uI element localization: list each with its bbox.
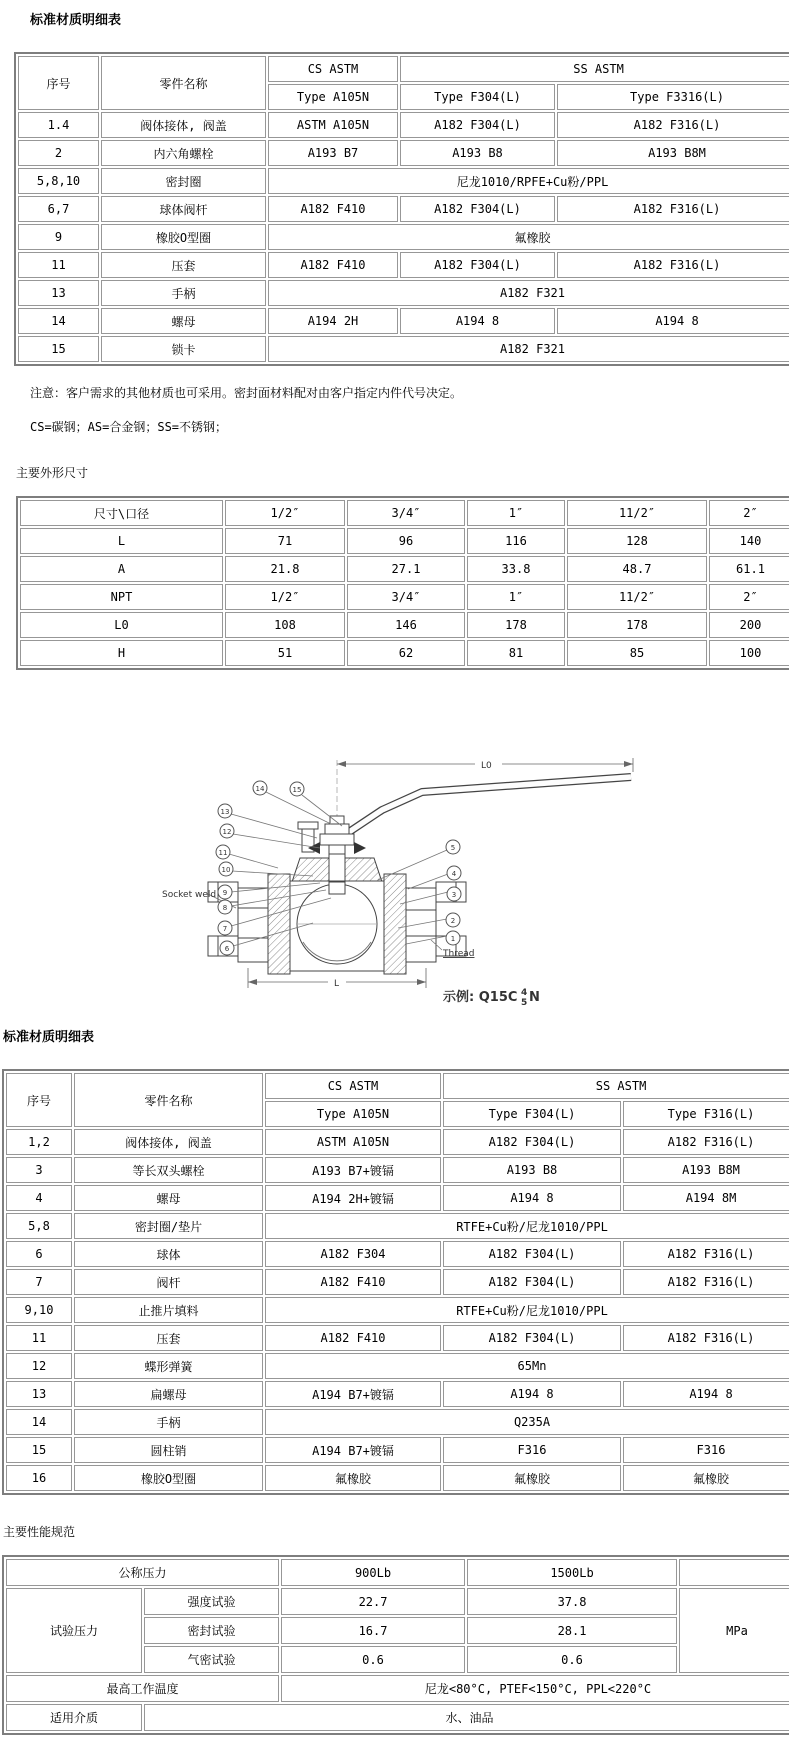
dimension-l0-label: L0	[481, 761, 492, 771]
table-row	[18, 196, 789, 222]
table-cell: 37.8	[467, 1588, 677, 1615]
table-cell: 蝶形弹簧	[74, 1353, 263, 1379]
table-cell: 146	[347, 612, 465, 638]
callout-6	[220, 941, 234, 955]
table-cell: Type A105N	[265, 1101, 441, 1127]
table-cell: A	[20, 556, 223, 582]
table-cell: Type F304(L)	[443, 1101, 621, 1127]
table-cell: 22.7	[281, 1588, 465, 1615]
valve-handle	[334, 777, 631, 842]
svg-text:10: 10	[221, 866, 231, 874]
table-cell: 27.1	[347, 556, 465, 582]
table-cell: Q235A	[265, 1409, 789, 1435]
svg-text:13: 13	[220, 808, 230, 816]
table-cell: H	[20, 640, 223, 666]
table-cell: A182 F316(L)	[557, 112, 789, 138]
table-cell: 压套	[101, 252, 266, 278]
table-cell: SS ASTM	[400, 56, 789, 82]
table-cell: A182 F304(L)	[443, 1241, 621, 1267]
table-cell: A194 8M	[623, 1185, 789, 1211]
table-cell: A194 8	[400, 308, 555, 334]
table-cell: A194 8	[623, 1381, 789, 1407]
table-cell: A194 B7+镀镉	[265, 1381, 441, 1407]
table-cell: 密封试验	[144, 1617, 279, 1644]
table-cell: 178	[567, 612, 707, 638]
table-cell: 球体	[74, 1241, 263, 1267]
table-cell: A193 B8M	[623, 1157, 789, 1183]
table-cell: 压套	[74, 1325, 263, 1351]
page-title: 标准材质明细表	[30, 13, 122, 28]
table-cell: 9,10	[6, 1297, 72, 1323]
table-cell: A193 B8M	[557, 140, 789, 166]
callout-3	[447, 887, 461, 901]
table-cell: MPa	[679, 1588, 789, 1673]
table-cell: A182 F316(L)	[623, 1241, 789, 1267]
table-cell: 零件名称	[74, 1073, 263, 1127]
table-cell: 螺母	[74, 1185, 263, 1211]
table-cell: 尼龙1010/RPFE+Cu粉/PPL	[268, 168, 789, 194]
table-cell: A182 F304(L)	[443, 1129, 621, 1155]
dimensions-title: 主要外形尺寸	[16, 466, 89, 480]
table-row	[6, 1129, 789, 1155]
table-row	[18, 56, 789, 82]
table-cell: 11	[18, 252, 99, 278]
callouts-right	[446, 840, 461, 945]
table-cell: 手柄	[101, 280, 266, 306]
table-cell: A182 F304(L)	[400, 252, 555, 278]
table-cell: 螺母	[101, 308, 266, 334]
table-cell: A193 B7	[268, 140, 398, 166]
socket-weld-label: Socket weld	[162, 890, 217, 900]
page-title-2: 标准材质明细表	[3, 1030, 95, 1045]
table-cell: F316	[623, 1437, 789, 1463]
svg-text:2: 2	[450, 917, 456, 925]
table-row	[6, 1588, 789, 1615]
callout-11	[216, 845, 230, 859]
table-cell: A182 F316(L)	[557, 196, 789, 222]
table-row	[20, 612, 789, 638]
table-cell: 1,2	[6, 1129, 72, 1155]
table-cell: 0.6	[281, 1646, 465, 1673]
table-cell: 61.1	[709, 556, 789, 582]
table-cell: A182 F316(L)	[623, 1129, 789, 1155]
table-cell: 11/2″	[567, 500, 707, 526]
material-table-1	[14, 52, 789, 366]
table-row	[6, 1269, 789, 1295]
right-body-flange	[384, 874, 406, 974]
table-cell: 橡胶O型圈	[101, 224, 266, 250]
table-cell: 51	[225, 640, 345, 666]
table-row	[6, 1381, 789, 1407]
table-cell	[679, 1559, 789, 1586]
table-cell: 65Mn	[265, 1353, 789, 1379]
table-cell: 11/2″	[567, 584, 707, 610]
svg-text:14: 14	[255, 785, 265, 793]
table-row	[6, 1157, 789, 1183]
table-cell: A182 F410	[265, 1325, 441, 1351]
svg-text:6: 6	[224, 945, 230, 953]
table-row	[20, 528, 789, 554]
table-cell: 48.7	[567, 556, 707, 582]
table-cell: 9	[18, 224, 99, 250]
table-row	[6, 1437, 789, 1463]
table-cell: 密封圈	[101, 168, 266, 194]
table-cell: 14	[6, 1409, 72, 1435]
table-cell: 序号	[6, 1073, 72, 1127]
svg-text:9: 9	[222, 889, 228, 897]
table-cell: 手柄	[74, 1409, 263, 1435]
callout-13	[218, 804, 232, 818]
table-cell: A182 F304(L)	[400, 196, 555, 222]
table-cell: 1/2″	[225, 584, 345, 610]
svg-text:1: 1	[450, 935, 456, 943]
table-row	[6, 1241, 789, 1267]
callout-5	[446, 840, 460, 854]
table-row	[6, 1704, 789, 1731]
table-cell: 85	[567, 640, 707, 666]
table-cell: 5,8	[6, 1213, 72, 1239]
table-cell: 阀体接体, 阀盖	[101, 112, 266, 138]
table-cell: A194 B7+镀镉	[265, 1437, 441, 1463]
svg-text:5: 5	[521, 998, 528, 1008]
table-cell: 116	[467, 528, 565, 554]
table-row	[18, 140, 789, 166]
table-cell: 1500Lb	[467, 1559, 677, 1586]
table-cell: 12	[6, 1353, 72, 1379]
table-cell: 尺寸\口径	[20, 500, 223, 526]
table-cell: Type F316(L)	[623, 1101, 789, 1127]
table-cell: CS ASTM	[265, 1073, 441, 1099]
table-cell: A182 F321	[268, 280, 789, 306]
valve-diagram	[150, 676, 650, 1011]
table-row	[18, 280, 789, 306]
table-cell: ASTM A105N	[265, 1129, 441, 1155]
ball-valve-cross-section	[150, 676, 650, 1011]
thread-label: Thread	[443, 949, 475, 959]
table-row	[6, 1297, 789, 1323]
abbreviation-note: CS=碳钢；AS=合金钢；SS=不锈钢；	[30, 420, 228, 434]
table-cell: A182 F410	[268, 196, 398, 222]
table-cell: 氟橡胶	[265, 1465, 441, 1491]
table-cell: 2	[18, 140, 99, 166]
table-cell: A182 F304(L)	[443, 1325, 621, 1351]
svg-text:5: 5	[450, 844, 456, 852]
svg-text:3: 3	[451, 891, 457, 899]
table-cell: 强度试验	[144, 1588, 279, 1615]
table-cell: A194 8	[443, 1381, 621, 1407]
table-row	[6, 1325, 789, 1351]
table-cell: 0.6	[467, 1646, 677, 1673]
table-cell: A182 F316(L)	[623, 1325, 789, 1351]
table-row	[6, 1353, 789, 1379]
table-cell: Type A105N	[268, 84, 398, 110]
table-cell: Type F304(L)	[400, 84, 555, 110]
table-cell: A182 F316(L)	[557, 252, 789, 278]
table-cell: 13	[6, 1381, 72, 1407]
table-cell: A194 8	[443, 1185, 621, 1211]
table-cell: 81	[467, 640, 565, 666]
table-cell: 3/4″	[347, 584, 465, 610]
callout-12	[220, 824, 234, 838]
table-cell: L0	[20, 612, 223, 638]
performance-table	[2, 1555, 789, 1735]
table-row	[18, 252, 789, 278]
table-cell: 密封圈/垫片	[74, 1213, 263, 1239]
table-cell: 15	[6, 1437, 72, 1463]
svg-text:11: 11	[218, 849, 228, 857]
table-cell: 6	[6, 1241, 72, 1267]
table-row	[20, 500, 789, 526]
table-row	[6, 1185, 789, 1211]
table-cell: 16.7	[281, 1617, 465, 1644]
table-cell: A182 F321	[268, 336, 789, 362]
table-row	[20, 556, 789, 582]
material-table-2	[2, 1069, 789, 1495]
table-cell: A182 F304(L)	[400, 112, 555, 138]
callout-15	[290, 782, 304, 796]
table-cell: 气密试验	[144, 1646, 279, 1673]
table-cell: 200	[709, 612, 789, 638]
table-cell: 阀体接体, 阀盖	[74, 1129, 263, 1155]
table-cell: A182 F410	[265, 1269, 441, 1295]
table-cell: 6,7	[18, 196, 99, 222]
table-cell: 氟橡胶	[443, 1465, 621, 1491]
table-cell: 1″	[467, 584, 565, 610]
table-cell: 100	[709, 640, 789, 666]
table-row	[6, 1675, 789, 1702]
table-cell: 3/4″	[347, 500, 465, 526]
callout-4	[447, 866, 461, 880]
callout-10	[219, 862, 233, 876]
table-cell: 15	[18, 336, 99, 362]
svg-text:4: 4	[451, 870, 457, 878]
table-cell: 橡胶O型圈	[74, 1465, 263, 1491]
table-cell: A194 2H+镀镉	[265, 1185, 441, 1211]
table-cell: A182 F316(L)	[623, 1269, 789, 1295]
svg-text:示例: Q15C: 示例: Q15C	[443, 990, 518, 1005]
table-cell: 内六角螺栓	[101, 140, 266, 166]
dimension-l0	[337, 758, 633, 772]
table-cell: 96	[347, 528, 465, 554]
table-cell: 序号	[18, 56, 99, 110]
svg-text:7: 7	[222, 925, 228, 933]
table-cell: 1/2″	[225, 500, 345, 526]
table-cell: 14	[18, 308, 99, 334]
table-cell: A193 B8	[400, 140, 555, 166]
table-row	[6, 1073, 789, 1099]
table-row	[18, 308, 789, 334]
table-cell: 1.4	[18, 112, 99, 138]
table-row	[20, 640, 789, 666]
table-cell: 33.8	[467, 556, 565, 582]
table-cell: A193 B8	[443, 1157, 621, 1183]
rotation-arrow-right	[354, 842, 366, 854]
table-cell: 108	[225, 612, 345, 638]
table-cell: L	[20, 528, 223, 554]
table-cell: 11	[6, 1325, 72, 1351]
table-cell: 140	[709, 528, 789, 554]
table-cell: 等长双头螺栓	[74, 1157, 263, 1183]
table-row	[20, 584, 789, 610]
dimension-l-label: L	[334, 979, 340, 989]
performance-title: 主要性能规范	[3, 1525, 76, 1539]
callout-14	[253, 781, 267, 795]
table-cell: 128	[567, 528, 707, 554]
table-row	[18, 336, 789, 362]
table-row	[6, 1559, 789, 1586]
table-cell: 适用介质	[6, 1704, 142, 1731]
table-cell: A182 F410	[268, 252, 398, 278]
table-cell: A182 F304	[265, 1241, 441, 1267]
table-cell: 止推片填料	[74, 1297, 263, 1323]
table-cell: ASTM A105N	[268, 112, 398, 138]
example-caption	[443, 988, 540, 1008]
table-cell: 4	[6, 1185, 72, 1211]
table-cell: A182 F304(L)	[443, 1269, 621, 1295]
left-end-cap	[238, 888, 268, 962]
table-cell: Type F3316(L)	[557, 84, 789, 110]
table-cell: 3	[6, 1157, 72, 1183]
table-cell: 178	[467, 612, 565, 638]
table-cell: 氟橡胶	[623, 1465, 789, 1491]
table-row	[18, 168, 789, 194]
table-cell: 试验压力	[6, 1588, 142, 1673]
table-row	[6, 1465, 789, 1491]
table-cell: 13	[18, 280, 99, 306]
callout-7	[218, 921, 232, 935]
note-text: 注意：客户需求的其他材质也可采用。密封面材料配对由客户指定内件代号决定。	[30, 386, 463, 400]
svg-text:N: N	[529, 990, 540, 1005]
table-cell: 尼龙<80°C, PTEF<150°C, PPL<220°C	[281, 1675, 789, 1702]
table-cell: 62	[347, 640, 465, 666]
table-cell: NPT	[20, 584, 223, 610]
dimensions-table	[16, 496, 789, 670]
svg-text:12: 12	[222, 828, 232, 836]
table-cell: 最高工作温度	[6, 1675, 279, 1702]
table-cell: A194 2H	[268, 308, 398, 334]
callout-8	[218, 900, 232, 914]
table-cell: 7	[6, 1269, 72, 1295]
table-cell: A193 B7+镀镉	[265, 1157, 441, 1183]
table-cell: 阀杆	[74, 1269, 263, 1295]
table-cell: 零件名称	[101, 56, 266, 110]
table-row	[18, 112, 789, 138]
table-cell: 锁卡	[101, 336, 266, 362]
table-row	[18, 224, 789, 250]
table-row	[6, 1213, 789, 1239]
table-cell: RTFE+Cu粉/尼龙1010/PPL	[265, 1297, 789, 1323]
table-cell: 2″	[709, 584, 789, 610]
table-cell: CS ASTM	[268, 56, 398, 82]
table-cell: 71	[225, 528, 345, 554]
table-cell: 900Lb	[281, 1559, 465, 1586]
callout-2	[446, 913, 460, 927]
table-cell: 扁螺母	[74, 1381, 263, 1407]
table-cell: F316	[443, 1437, 621, 1463]
table-cell: RTFE+Cu粉/尼龙1010/PPL	[265, 1213, 789, 1239]
table-cell: 21.8	[225, 556, 345, 582]
table-cell: 28.1	[467, 1617, 677, 1644]
table-cell: 1″	[467, 500, 565, 526]
svg-text:4: 4	[521, 988, 528, 998]
table-cell: 球体阀杆	[101, 196, 266, 222]
table-cell: 2″	[709, 500, 789, 526]
table-cell: 圆柱销	[74, 1437, 263, 1463]
table-row	[6, 1409, 789, 1435]
left-body-flange	[268, 874, 290, 974]
table-cell: 氟橡胶	[268, 224, 789, 250]
table-cell: 水、油品	[144, 1704, 789, 1731]
table-cell: A194 8	[557, 308, 789, 334]
table-cell: 5,8,10	[18, 168, 99, 194]
table-cell: 公称压力	[6, 1559, 279, 1586]
callout-1	[446, 931, 460, 945]
svg-text:8: 8	[222, 904, 228, 912]
svg-text:15: 15	[292, 786, 302, 794]
callout-9	[218, 885, 232, 899]
table-cell: 16	[6, 1465, 72, 1491]
table-cell: SS ASTM	[443, 1073, 789, 1099]
